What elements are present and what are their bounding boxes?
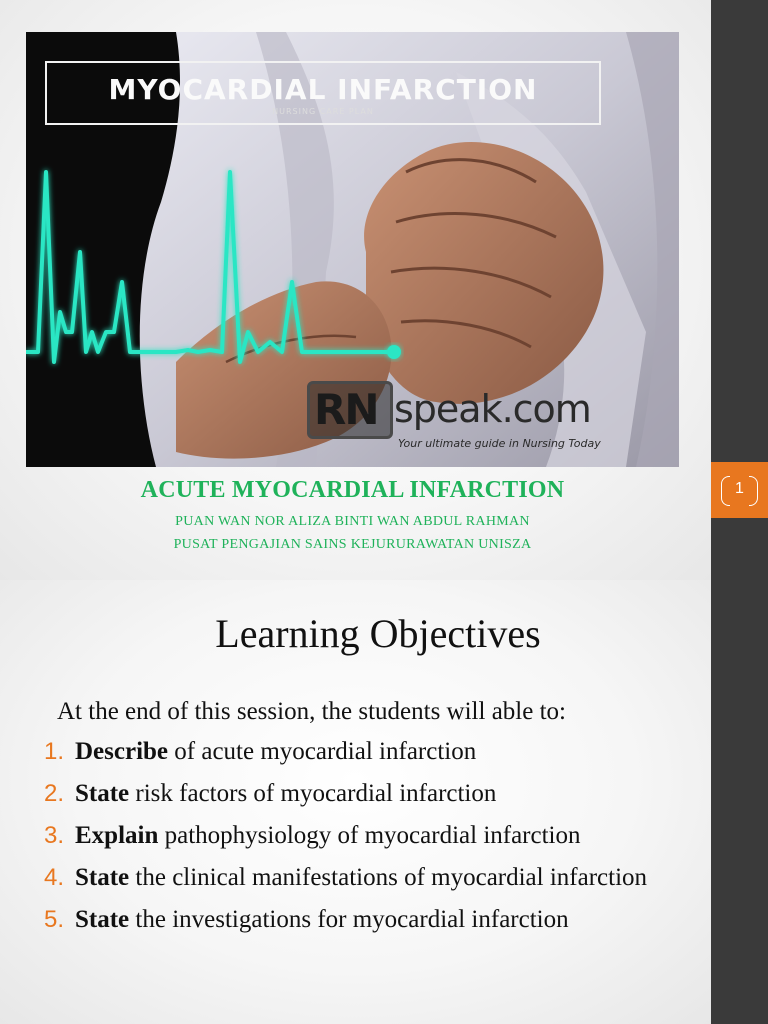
objective-verb: Describe [75,738,169,765]
objective-number: 1. [44,738,65,765]
objective-number: 4. [44,864,65,891]
page-number: 1 [735,480,744,497]
objective-verb: State [75,864,130,891]
objective-item [44,776,694,812]
hero-image [26,32,679,467]
logo-text: speak.com [394,387,591,431]
slide-intro: At the end of this session, the students will able to: [57,698,566,725]
slide-title: Learning Objectives [215,611,541,656]
objective-number: 3. [44,822,65,849]
objective-number: 2. [44,780,65,807]
presenter-name: PUAN WAN NOR ALIZA BINTI WAN ABDUL RAHMAN [175,514,530,529]
course-title: ACUTE MYOCARDIAL INFARCTION [140,477,565,503]
objective-verb: State [75,906,130,933]
hero-subtitle: NURSING CARE PLAN [272,107,374,116]
objective-text: the clinical manifestations of myocardial infarction [129,864,648,891]
objectives-list [44,734,694,944]
objective-verb: State [75,780,130,807]
objective-item [44,818,694,854]
objective-text: of acute myocardial infarction [168,738,477,765]
objective-item [44,902,694,938]
logo-mark: RN [314,385,378,434]
ecg-dot-icon [387,345,401,359]
page-number-tab [711,462,768,518]
objective-text: risk factors of myocardial infarction [129,780,497,807]
objective-item [44,734,694,770]
objective-text: pathophysiology of myocardial infarction [158,822,581,849]
logo-tagline: Your ultimate guide in Nursing Today [398,437,601,450]
hero-title: MYOCARDIAL INFARCTION [108,73,538,106]
hero-title-box [45,61,601,125]
objective-number: 5. [44,906,65,933]
objective-text: the investigations for myocardial infarction [129,906,569,933]
institution-name: PUSAT PENGAJIAN SAINS KEJURURAWATAN UNISZA [173,537,532,552]
objective-item [44,860,694,896]
objective-verb: Explain [75,822,159,849]
rnspeak-logo [307,381,393,439]
bracket-right-icon [749,476,758,506]
learning-objectives-slide [0,580,711,1024]
